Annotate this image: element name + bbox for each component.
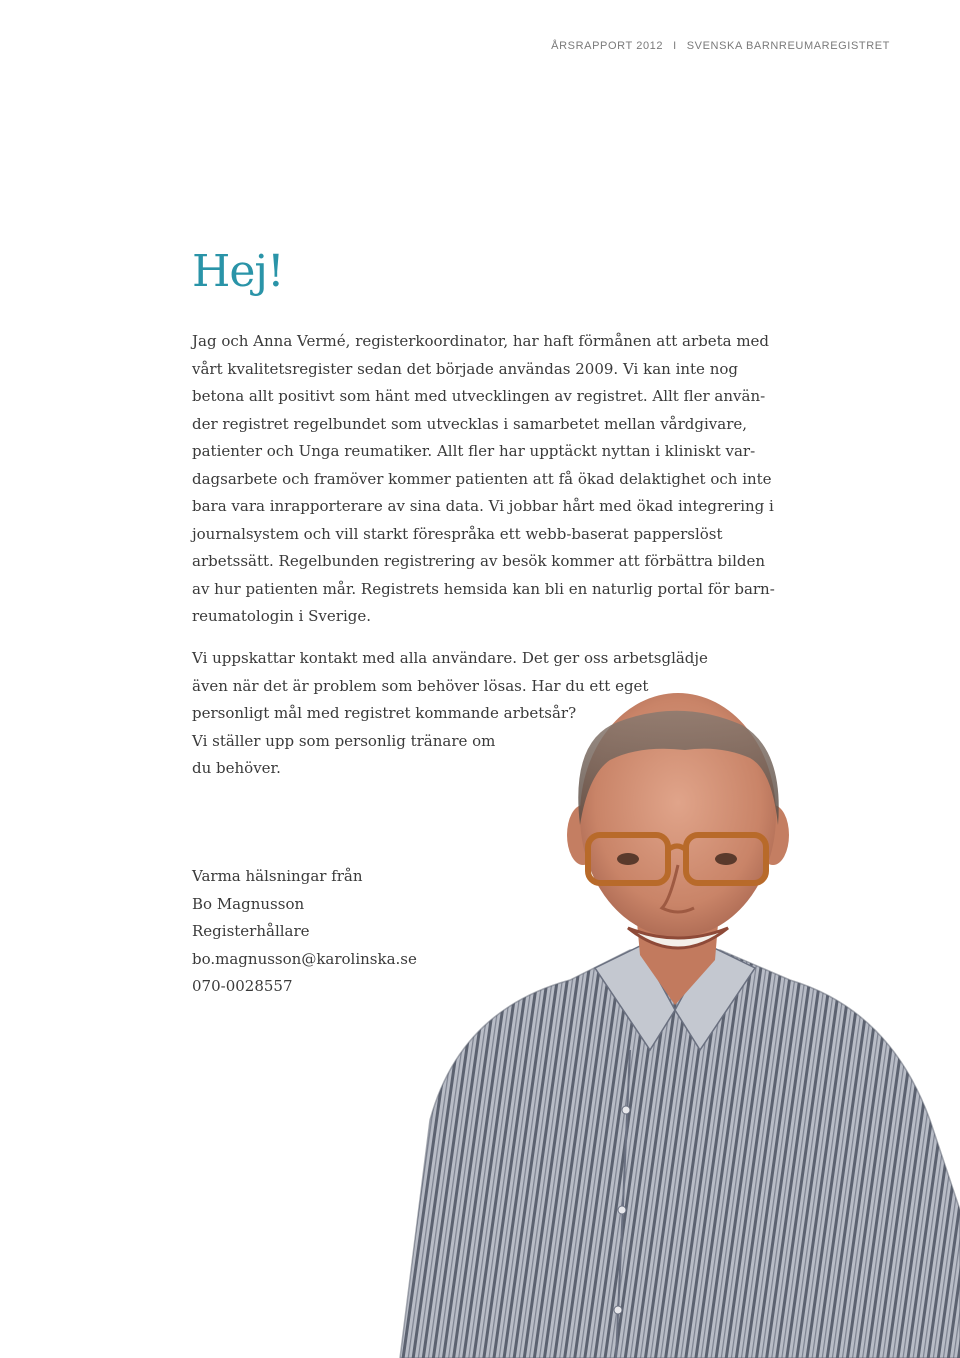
contact-paragraph [192,645,708,783]
text-line: Vi uppskattar kontakt med alla användare. Det ger oss arbetsglädje [192,649,708,667]
text-line: av hur patienten mår. Registrets hemsida kan bli en naturlig portal för barn- [192,579,775,598]
text-line: arbetssätt. Regelbunden registrering av besök kommer att förbättra bilden [192,552,766,570]
report-title: ÅRSRAPPORT 2012 [551,40,664,52]
header-separator: I [673,40,677,52]
text-line: vårt kvalitetsregister sedan det började användas 2009. Vi kan inte nog [192,359,738,378]
text-line: reumatologin i Sverige. [192,607,371,625]
page-title: Hej! [192,246,284,297]
email-link[interactable]: bo.magnusson@karolinska.se [192,949,417,968]
signature-block [192,863,417,1001]
signer-name: Bo Magnusson [192,894,305,913]
text-line: bara vara inrapporterare av sina data. Vi jobbar hårt med ökad integrering i [192,497,774,515]
text-line: betona allt positivt som hänt med utvecklingen av registret. Allt fler använ- [192,387,766,405]
text-line: även när det är problem som behöver lösas. Har du ett eget [192,676,649,695]
text-line: journalsystem och vill starkt förespråka ett webb-baserat papperslöst [192,524,723,543]
text-line: personligt mål med registret kommande arbetsår? [192,704,577,722]
running-header [551,40,890,52]
intro-paragraph [192,328,775,631]
text-line: der registret regelbundet som utvecklas i samarbetet mellan vårdgivare, [192,414,748,433]
phone-number: 070-0028557 [192,977,293,995]
greeting: Varma hälsningar från [192,867,363,885]
text-line: patienter och Unga reumatiker. Allt fler har upptäckt nyttan i kliniskt var- [192,442,756,460]
text-line: Vi ställer upp som personlig tränare om [192,731,496,750]
text-line: du behöver. [192,759,281,777]
registry-name: SVENSKA BARNREUMAREGISTRET [686,40,890,52]
signer-role: Registerhållare [192,922,310,940]
text-line: Jag och Anna Vermé, registerkoordinator, har haft förmånen att arbeta med [192,332,770,350]
text-line: dagsarbete och framöver kommer patienten att få ökad delaktighet och inte [192,469,772,488]
